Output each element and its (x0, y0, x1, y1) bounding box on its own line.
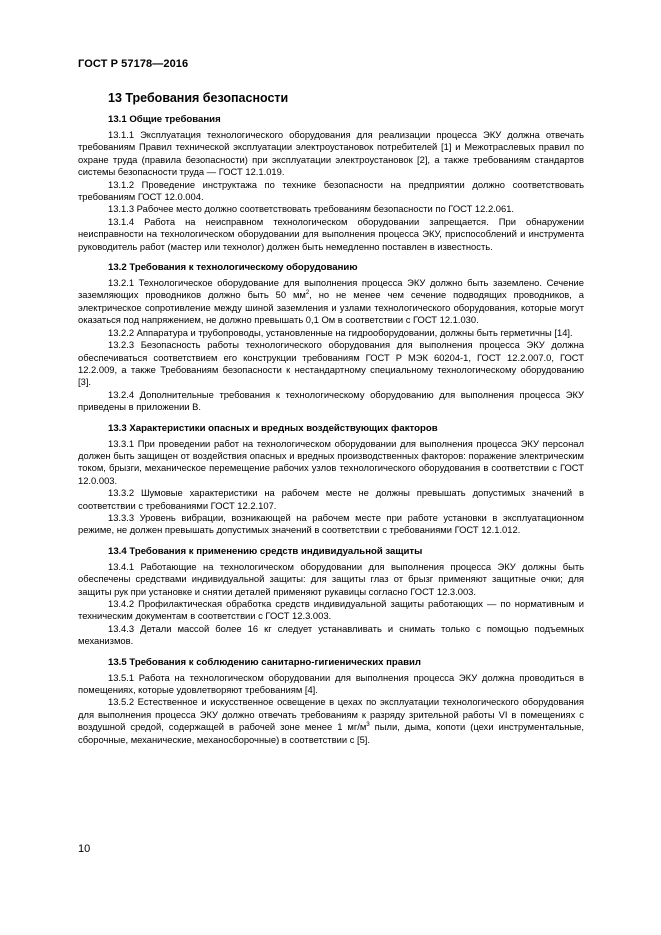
subsection-title-13-1: 13.1 Общие требования (108, 114, 221, 125)
paragraph-13-3-2: 13.3.2 Шумовые характеристики на рабочем месте не должны превышать допустимых значений в соответствии с требованиями ГОСТ 12.2.107. (78, 487, 584, 511)
paragraph-13-1-3: 13.1.3 Рабочее место должно соответствовать требованиям безопасности по ГОСТ 12.2.061. (108, 203, 515, 215)
subsection-title-13-2: 13.2 Требования к технологическому оборудованию (108, 262, 358, 274)
paragraph-13-5-2-part-b: пыли, дыма, копоти (цехи инструментальные, сборочные, механические, механосборочные) в соответствии с [5]. (78, 721, 585, 745)
paragraph-13-2-2: 13.2.2 Аппаратура и трубопроводы, установленные на гидрооборудовании, должны быть герметичны [14]. (108, 326, 573, 338)
page-number: 10 (78, 843, 91, 855)
subsection-title-13-5: 13.5 Требования к соблюдению санитарно-гигиенических правил (108, 656, 421, 668)
paragraph-13-2-4: 13.2.4 Дополнительные требования к технологическому оборудованию для выполнения процесса ЭКУ приведены в приложении В. (78, 388, 584, 413)
paragraph-13-4-2: 13.4.2 Профилактическая обработка средств индивидуальной защиты работающих — по нормативным и техническим документам в соответствии с ГОСТ 12.3.003. (78, 598, 584, 622)
paragraph-13-1-1: 13.1.1 Эксплуатация технологического оборудования для реализации процесса ЭКУ должна отвечать требованиям Правил технической эксплуатации электроустановок потребителей [1] и Межотраслевых правил по охране труда (правила безопасности) при эксплуатации электроустановок [2], а также требованиям стандартов системы безопасности труда — ГОСТ 12.1.019. (78, 129, 584, 178)
subsection-title-13-3: 13.3 Характеристики опасных и вредных воздействующих факторов (108, 422, 438, 434)
subsection-title-13-4: 13.4 Требования к применению средств индивидуальной защиты (108, 545, 423, 557)
paragraph-13-1-2: 13.1.2 Проведение инструктажа по технике безопасности на предприятии должно соответствовать требованиям ГОСТ 12.0.004. (78, 178, 584, 203)
superscript-2: 2 (305, 290, 310, 297)
paragraph-13-4-3: 13.4.3 Детали массой более 16 кг следует устанавливать и снимать только с помощью подъемных механизмов. (78, 622, 584, 647)
paragraph-13-1-4: 13.1.4 Работа на неисправном технологическом оборудовании запрещается. При обнаружении неисправности на технологическом оборудовании для выполнения процесса ЭКУ, приспособлений и инструмента руководитель работ (мастер или технолог) должен быть немедленно поставлен в известность. (78, 215, 584, 252)
superscript-3: 3 (366, 722, 370, 729)
paragraph-13-5-2-part-a: 13.5.2 Естественное и искусственное освещение в цехах по эксплуатации технологического оборудования для выполнения процесса ЭКУ должно отвечать требованиям к разряду зрительной работы VI в помещениях с воздушной средой, содержащей в рабочей зоне менее 1 мг/м (78, 696, 584, 733)
paragraph-13-3-3: 13.3.3 Уровень вибрации, возникающей на рабочем месте при работе установки в эксплуатационном режиме, не должен превышать допустимых значений в соответствии с требованиями ГОСТ 12.1.012. (78, 511, 584, 536)
paragraph-13-2-1 (78, 277, 584, 327)
paragraph-13-2-1-part-a: 13.2.1 Технологическое оборудование для выполнения процесса ЭКУ должно быть заземлено. Сечение заземляющих проводников должно быть 50 мм (78, 277, 584, 301)
paragraph-13-5-2 (78, 696, 584, 746)
document-body (78, 86, 584, 746)
paragraph-13-3-1: 13.3.1 При проведении работ на технологическом оборудовании для выполнения процесса ЭКУ персонал должен быть защищен от воздействия опасных и вредных производственных факторов: поражение электрическим током, брызги, механическое перемещение рабочих узлов технологического оборудования в соответствии с ГОСТ 12.0.003. (78, 437, 584, 486)
paragraph-13-5-1: 13.5.1 Работа на технологическом оборудовании для выполнения процесса ЭКУ должна проводиться в помещениях, которые удовлетворяют требованиям [4]. (78, 671, 584, 696)
paragraph-13-2-1-part-b: , но не менее чем сечение подводящих проводников, а электрическое сопротивление между шиной заземления и узлами технологического оборудования, которые могут оказаться под напряжением, не должно превышать 0,1 Ом в соответствии с ГОСТ 12.1.030. (78, 289, 585, 326)
paragraph-13-4-1: 13.4.1 Работающие на технологическом оборудовании для выполнения процесса ЭКУ должны быть обеспечены средствами индивидуальной защиты: для защиты глаз от брызг применяют защитные очки; для защиты рук при установке и снятии деталей применяют рукавицы согласно ГОСТ 12.3.003. (78, 560, 584, 597)
section-title: 13 Требования безопасности (108, 91, 289, 105)
standard-header: ГОСТ Р 57178—2016 (78, 58, 189, 70)
paragraph-13-2-3: 13.2.3 Безопасность работы технологического оборудования для выполнения процесса ЭКУ должна обеспечиваться соответствием его конструкции требованиям ГОСТ Р МЭК 60204-1, ГОСТ 12.2.007.0, ГОСТ 12.2.009, а также Требованиям безопасности к нестандартному специальному технологическому оборудованию [3]. (78, 339, 584, 388)
